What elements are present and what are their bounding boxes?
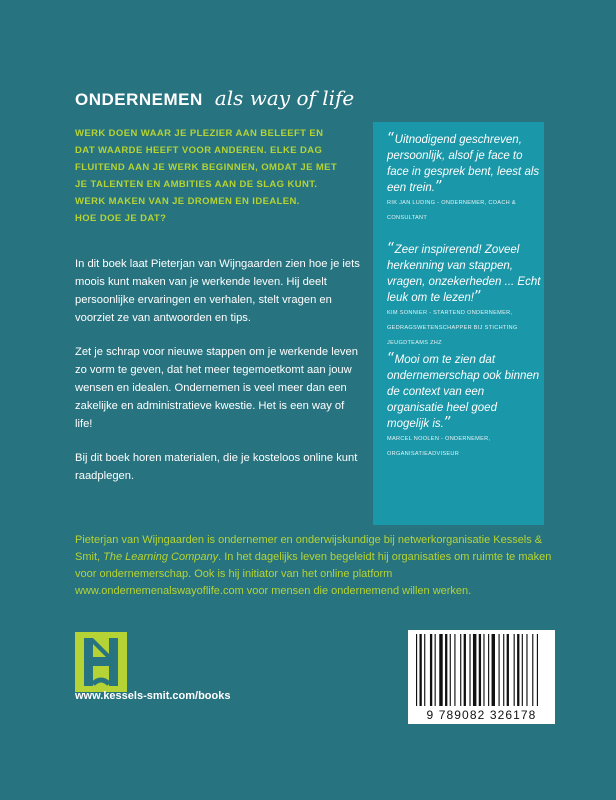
close-quote-icon: ” bbox=[443, 413, 452, 431]
quote-attribution: KIM SONNIER - STARTEND ONDERNEMER, GEDRAGSWETENSCHAPPER BIJ STICHTING JEUGDTEAMS ZHZ bbox=[387, 310, 518, 346]
publisher-website-link[interactable]: www.kessels-smit.com/books bbox=[75, 690, 231, 702]
open-quote-icon: “ bbox=[387, 129, 395, 147]
book-title bbox=[75, 86, 354, 110]
isbn-number: 9 789082 326178 bbox=[426, 708, 537, 722]
description bbox=[75, 255, 360, 501]
close-quote-icon: ” bbox=[434, 177, 443, 195]
title-script: als way of life bbox=[214, 86, 355, 110]
barcode-icon bbox=[408, 630, 555, 708]
intro-line: WERK MAKEN VAN JE DROMEN EN IDEALEN. bbox=[75, 196, 300, 207]
quote-attribution: MARCEL NOOLEN - ONDERNEMER, ORGANISATIEADVISEUR bbox=[387, 436, 491, 457]
quotes-panel bbox=[373, 122, 544, 525]
quote-1 bbox=[387, 129, 542, 226]
isbn-barcode bbox=[408, 630, 555, 724]
quote-attribution: RIK JAN LUDING - ONDERNEMER, COACH & CONSULTANT bbox=[387, 200, 516, 221]
description-paragraph-1: In dit boek laat Pieterjan van Wijngaarden zien hoe je iets moois kunt maken van je werkende leven. Hij deelt persoonlijke ervaringen en verhalen, stelt vragen en voorziet ze van antwoorden en tips. bbox=[75, 258, 360, 324]
intro-line: HOE DOE JE DAT? bbox=[75, 213, 167, 224]
description-paragraph-3: Bij dit boek horen materialen, die je kosteloos online kunt raadplegen. bbox=[75, 452, 358, 482]
author-bio: Pieterjan van Wijngaarden is ondernemer en onderwijskundige bij netwerkorganisatie Kessels & Smit, The Learning Company. In het dagelijks leven begeleidt hij organisaties om ruimte te maken voor ondernemerschap. Ook is hij initiator van het online platform www.ondernemenalswayoflife.com voor mensen die ondernemend willen werken. bbox=[75, 534, 552, 597]
intro-line: FLUITEND AAN JE WERK BEGINNEN, OMDAT JE MET bbox=[75, 162, 338, 173]
intro-line: WERK DOEN WAAR JE PLEZIER AAN BELEEFT EN bbox=[75, 128, 324, 139]
quote-2 bbox=[387, 239, 542, 351]
intro-line: JE TALENTEN EN AMBITIES AAN DE SLAG KUNT. bbox=[75, 179, 318, 190]
intro-block bbox=[75, 125, 350, 227]
description-paragraph-2: Zet je schrap voor nieuwe stappen om je werkende leven zo vorm te geven, dat het meer tegemoetkomt aan jouw wensen en idealen. Ondernemen is veel meer dan een zakelijke en administratieve kwestie. Het is een way of life! bbox=[75, 346, 358, 430]
title-main: ONDERNEMEN bbox=[75, 90, 203, 109]
close-quote-icon: ” bbox=[473, 287, 482, 305]
quote-text: Mooi om te zien dat ondernemerschap ook binnen de context van een organisatie heel goed mogelijk is. bbox=[387, 354, 540, 430]
quote-text: Zeer inspirerend! Zoveel herkenning van stappen, vragen, onzekerheden ... Echt leuk om te lezen! bbox=[387, 244, 541, 304]
quote-text: Uitnodigend geschreven, persoonlijk, alsof je face to face in gesprek bent, leest als een trein. bbox=[387, 134, 540, 194]
open-quote-icon: “ bbox=[387, 349, 395, 367]
open-quote-icon: “ bbox=[387, 239, 395, 257]
quote-3 bbox=[387, 349, 542, 462]
intro-line: DAT WAARDE HEEFT VOOR ANDEREN. ELKE DAG bbox=[75, 145, 323, 156]
kessels-smit-logo-icon bbox=[75, 632, 127, 692]
